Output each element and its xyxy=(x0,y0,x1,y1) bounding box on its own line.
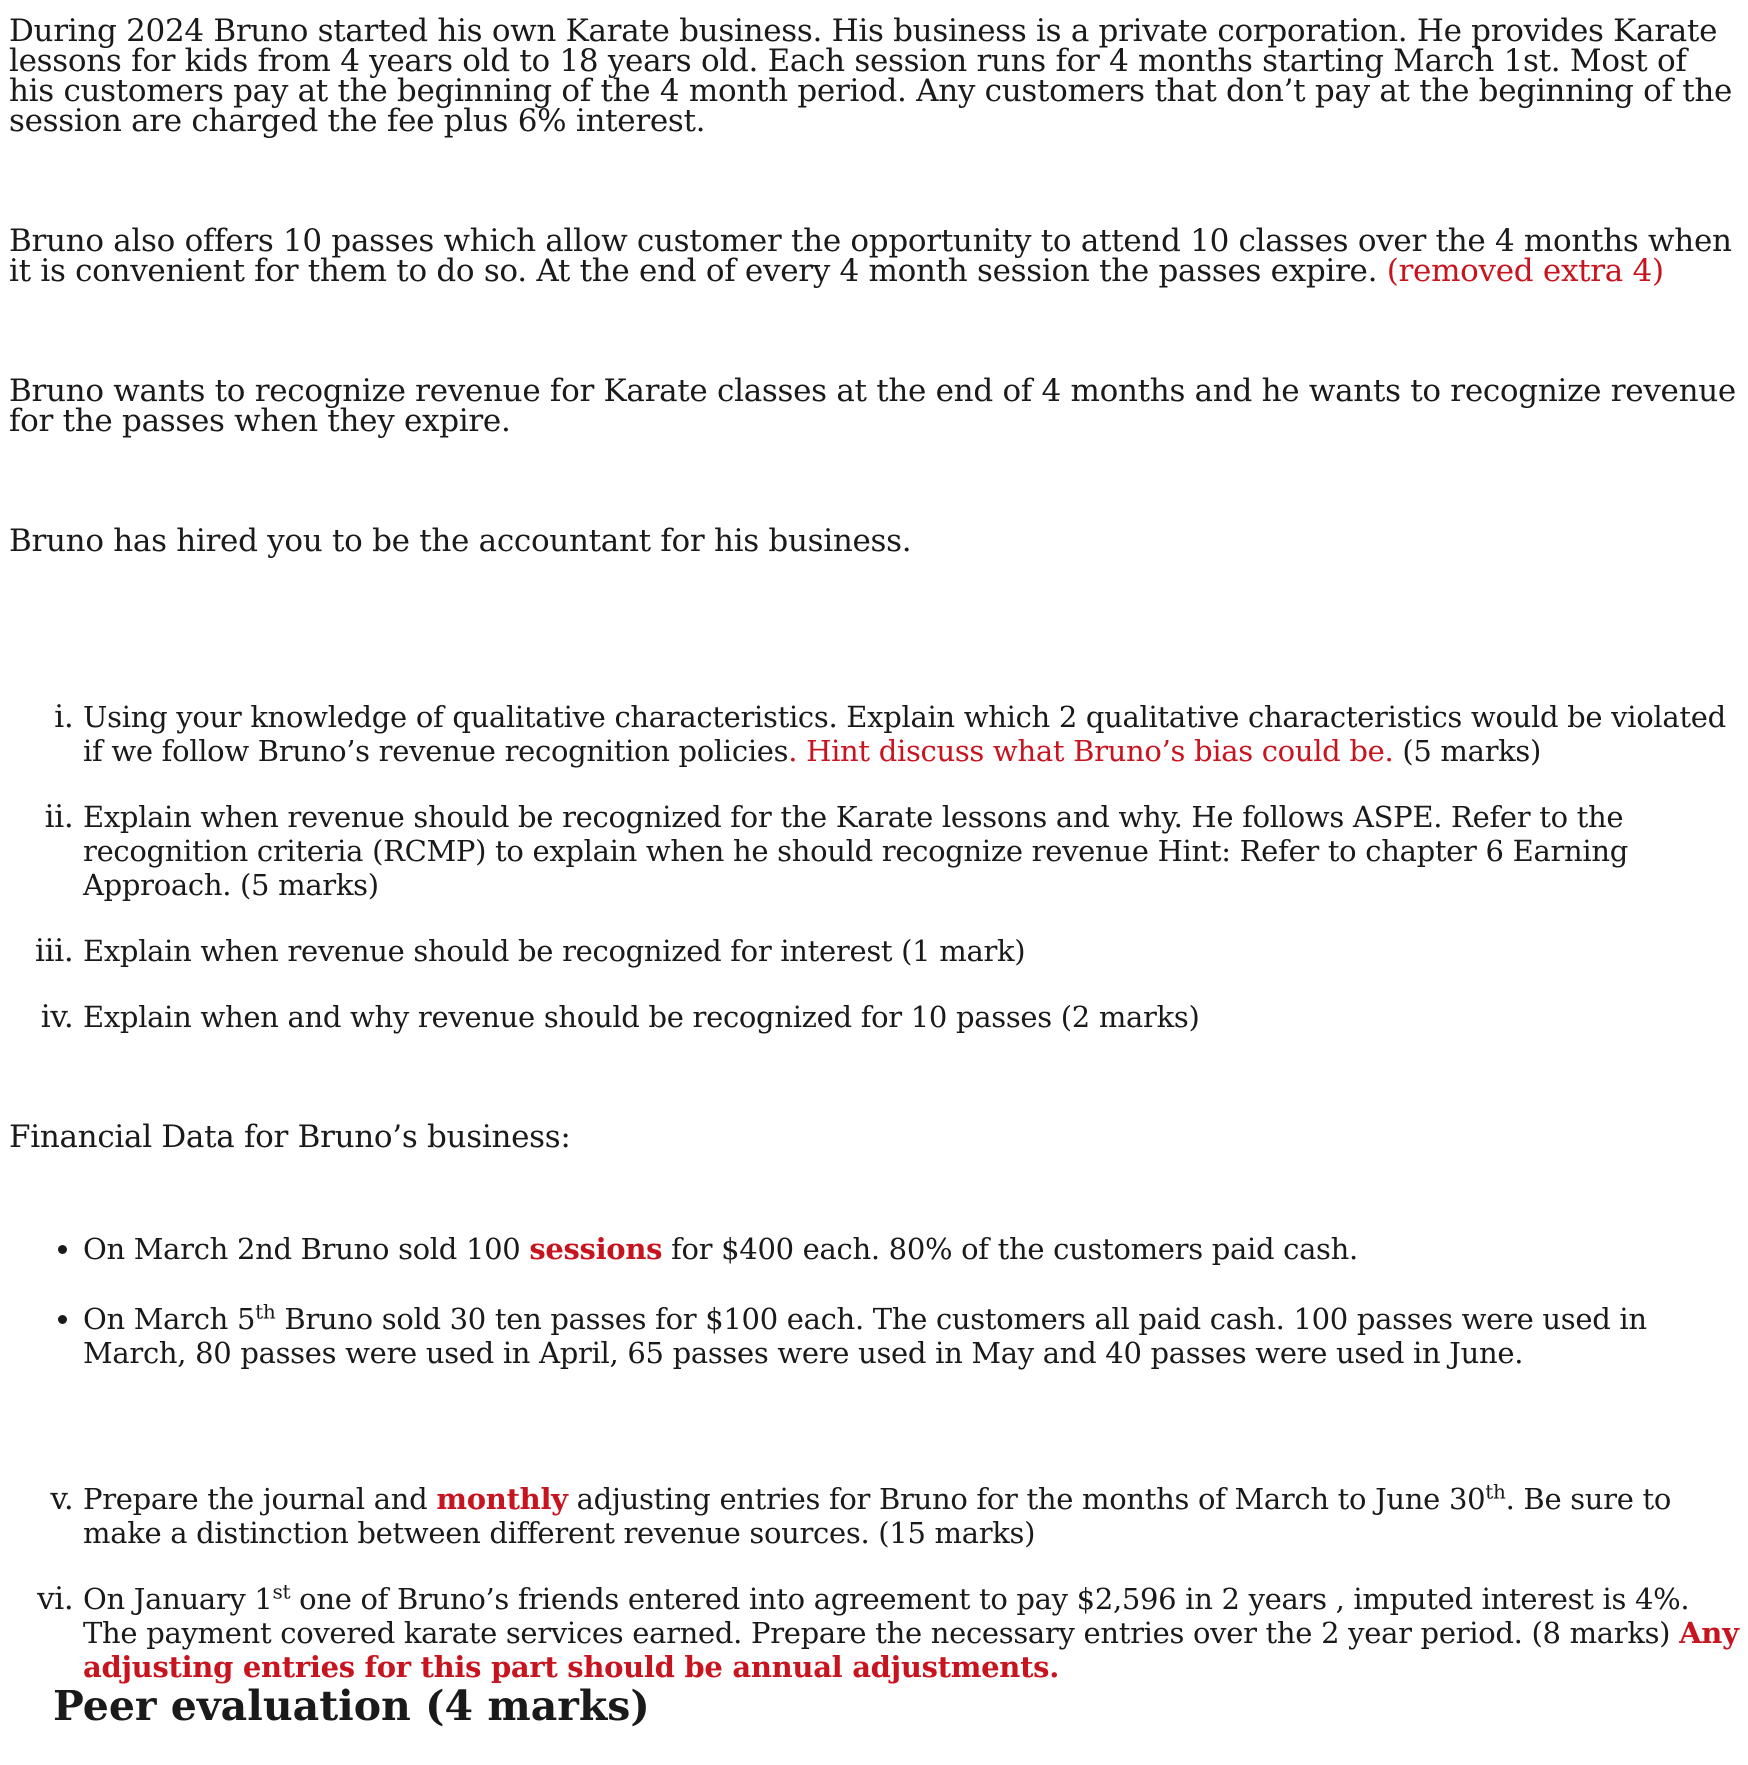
question-v-a: Prepare the journal and xyxy=(83,1482,437,1516)
sessions-emphasis: sessions xyxy=(529,1232,663,1266)
question-iii: iii. Explain when revenue should be recognized for interest (1 mark) xyxy=(83,934,1739,968)
question-v-sup: th xyxy=(1485,1479,1506,1504)
question-i-marks: (5 marks) xyxy=(1393,734,1542,768)
financial-item-passes-sup: th xyxy=(255,1299,276,1324)
edit-note: (removed extra 4) xyxy=(1386,253,1664,289)
document-body xyxy=(9,13,1739,1684)
monthly-emphasis: monthly xyxy=(436,1482,568,1516)
question-iv: iv. Explain when and why revenue should be recognized for 10 passes (2 marks) xyxy=(83,1000,1739,1034)
question-v-b: adjusting entries for Bruno for the months of March to June 30 xyxy=(567,1482,1486,1516)
financial-data-heading: Financial Data for Bruno’s business: xyxy=(9,1119,571,1155)
question-i-hint: . Hint discuss what Bruno’s bias could be. xyxy=(788,734,1394,768)
question-v-c: . Be sure to make a distinction between different revenue sources. (15 marks) xyxy=(83,1482,1672,1550)
financial-data-list xyxy=(9,1232,1739,1370)
financial-item-passes-b: Bruno sold 30 ten passes for $100 each. The customers all paid cash. 100 passes were used in March, 80 passes were used in April, 65 passes were used in May and 40 passes were used in June. xyxy=(83,1302,1647,1370)
question-list-2 xyxy=(9,1479,1739,1684)
question-vi-sup: st xyxy=(272,1579,291,1604)
intro-paragraph-2-text: Bruno also offers 10 passes which allow customer the opportunity to attend 10 classes over the 4 months when it is convenient for them to do so. At the end of every 4 month session the passes expire. xyxy=(9,223,1732,289)
question-i-text: Using your knowledge of qualitative characteristics. Explain which 2 qualitative characteristics would be violated if we follow Bruno’s revenue recognition policies xyxy=(83,700,1726,768)
question-i xyxy=(83,700,1739,768)
intro-paragraph-3: Bruno wants to recognize revenue for Karate classes at the end of 4 months and he wants to recognize revenue for the passes when they expire. xyxy=(9,373,1736,439)
question-vi-note: Any adjusting entries for this part should be annual adjustments. xyxy=(83,1616,1739,1684)
question-vi xyxy=(83,1579,1739,1684)
intro-paragraph-1: During 2024 Bruno started his own Karate business. His business is a private corporation. He provides Karate lessons for kids from 4 years old to 18 years old. Each session runs for 4 months starting March 1st. Most of his customers pay at the beginning of the 4 month period. Any customers that don’t pay at the beginning of the session are charged the fee plus 6% interest. xyxy=(9,13,1733,139)
financial-item-sessions-a: On March 2nd Bruno sold 100 xyxy=(83,1232,530,1266)
intro-paragraph-2 xyxy=(9,223,1739,289)
question-vi-a: On January 1 xyxy=(83,1582,273,1616)
intro-paragraph-4: Bruno has hired you to be the accountant for his business. xyxy=(9,523,912,559)
question-ii: ii. Explain when revenue should be recognized for the Karate lessons and why. He follows ASPE. Refer to the recognition criteria (RCMP) to explain when he should recognize revenue Hint: Refer to chapter 6 Earning Approach. (5 marks) xyxy=(83,800,1739,902)
question-v xyxy=(83,1479,1739,1550)
question-list-1 xyxy=(9,700,1739,1034)
financial-item-passes xyxy=(83,1299,1739,1370)
financial-item-sessions xyxy=(83,1232,1739,1266)
question-vi-b: one of Bruno’s friends entered into agreement to pay $2,596 in 2 years , imputed interest is 4%. The payment covered karate services earned. Prepare the necessary entries over the 2 year period. (8 marks) xyxy=(83,1582,1690,1650)
peer-evaluation-heading: Peer evaluation (4 marks) xyxy=(53,1682,650,1730)
financial-item-passes-a: On March 5 xyxy=(83,1302,256,1336)
financial-item-sessions-b: for $400 each. 80% of the customers paid cash. xyxy=(662,1232,1358,1266)
